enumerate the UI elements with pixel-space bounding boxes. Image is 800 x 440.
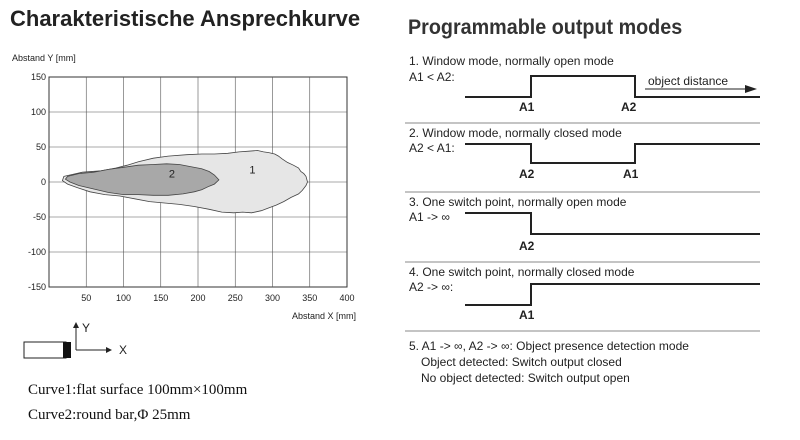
mode-1-title: 1. Window mode, normally open mode [409, 54, 614, 68]
x-tick-label: 100 [115, 293, 132, 303]
mode-5-line2: No object detected: Switch output open [421, 371, 630, 385]
mode-4-marker-a1: A1 [519, 308, 535, 322]
sensor-body [24, 342, 66, 358]
mode-4-waveform [465, 284, 760, 305]
y-tick-label: 0 [40, 177, 46, 187]
mode-5-title: 5. A1 -> ∞, A2 -> ∞: Object presence detection mode [409, 339, 689, 353]
mode-3-waveform [465, 213, 760, 234]
response-curve-chart [0, 48, 400, 321]
mode-5 [409, 339, 689, 385]
x-tick-label: 350 [302, 293, 318, 303]
axis-y-letter: Y [82, 321, 91, 335]
axis-x-letter: X [119, 343, 128, 357]
x-axis-label: Abstand X [mm] [292, 311, 357, 321]
curve-2-label: 2 [168, 168, 175, 181]
output-modes-title: Programmable output modes [408, 16, 683, 39]
x-arrowhead [106, 347, 112, 353]
mode-3 [409, 195, 760, 253]
curve2-caption: Curve2:round bar,Φ 25mm [28, 407, 191, 423]
output-modes-diagram [405, 40, 795, 440]
mode-2-condition: A2 < A1: [409, 141, 455, 155]
mode-1-marker-a1: A1 [519, 100, 535, 114]
x-tick-label: 50 [81, 293, 92, 303]
mode-4-title: 4. One switch point, normally closed mode [409, 265, 635, 279]
mode-2-marker-a2: A2 [519, 167, 535, 181]
y-tick-label: -100 [27, 247, 46, 257]
y-tick-label: 50 [35, 142, 46, 152]
axis-orientation-diagram [20, 320, 140, 370]
mode-3-condition: A1 -> ∞ [409, 210, 450, 224]
mode-2-title: 2. Window mode, normally closed mode [409, 126, 622, 140]
y-axis-label: Abstand Y [mm] [12, 53, 76, 63]
mode-1-marker-a2: A2 [621, 100, 637, 114]
x-tick-label: 300 [264, 293, 281, 303]
mode-1 [409, 54, 760, 114]
mode-3-marker-a2: A2 [519, 239, 535, 253]
mode-2-marker-a1: A1 [623, 167, 639, 181]
x-tick-label: 200 [190, 293, 206, 303]
y-tick-label: -50 [32, 212, 46, 222]
curve1-caption: Curve1:flat surface 100mm×100mm [28, 382, 248, 398]
y-tick-label: -150 [27, 282, 46, 292]
mode-2 [409, 126, 760, 181]
y-tick-label: 150 [30, 72, 46, 82]
x-tick-label: 150 [153, 293, 169, 303]
mode-1-condition: A1 < A2: [409, 70, 455, 84]
x-tick-label: 400 [339, 293, 355, 303]
object-distance-label: object distance [648, 74, 729, 88]
curve-1-label: 1 [249, 164, 256, 177]
sensor-face [63, 342, 71, 358]
mode-3-title: 3. One switch point, normally open mode [409, 195, 627, 209]
object-distance-arrowhead [745, 85, 757, 93]
mode-4-condition: A2 -> ∞: [409, 280, 454, 294]
mode-2-waveform [465, 144, 760, 163]
y-tick-label: 100 [30, 107, 46, 117]
chart-title: Charakteristische Ansprechkurve [10, 6, 361, 31]
x-tick-label: 250 [227, 293, 243, 303]
mode-5-line1: Object detected: Switch output closed [421, 355, 622, 369]
mode-4 [409, 265, 760, 322]
y-arrowhead [73, 322, 79, 328]
